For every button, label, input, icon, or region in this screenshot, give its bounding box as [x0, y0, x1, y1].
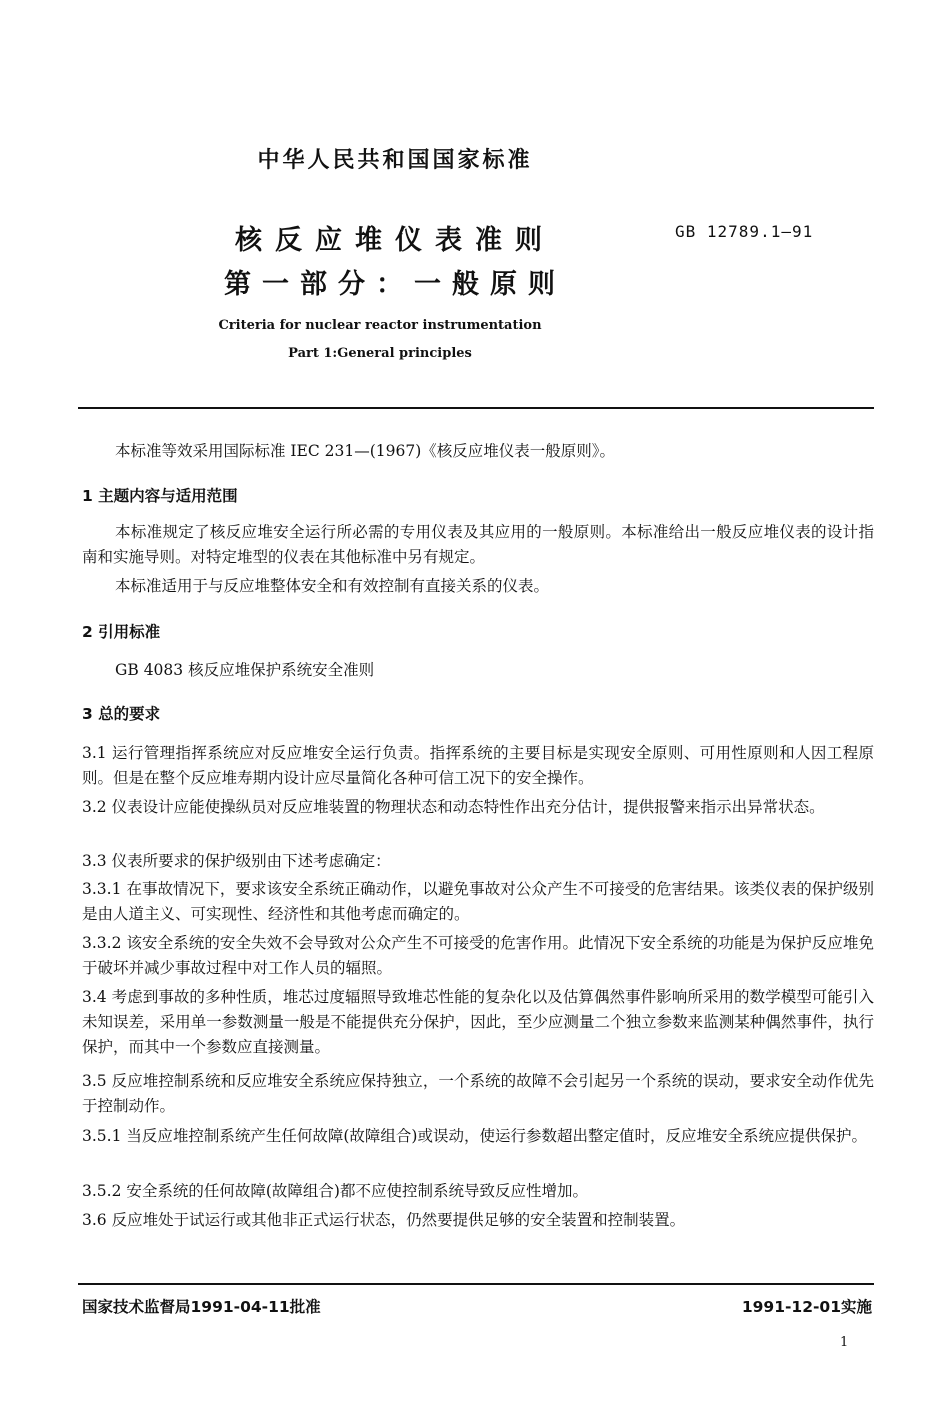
section-2-paragraph-1: GB 4083 核反应堆保护系统安全准则: [115, 661, 375, 679]
section-3-heading: 3 总的要求: [82, 705, 161, 723]
document-title-line2: 第一部分：一般原则: [224, 269, 566, 300]
national-standard-heading: 中华人民共和国国家标准: [257, 148, 533, 173]
clause-3-2: 3.2 仪表设计应能使操纵员对反应堆装置的物理状态和动态特性作出充分估计，提供报警来指示出异常状态。: [82, 798, 825, 816]
clause-3-5-2: 3.5.2 安全系统的任何故障(故障组合)都不应使控制系统导致反应性增加。: [82, 1182, 588, 1200]
clause-3-1: 3.1 运行管理指挥系统应对反应堆安全运行负责。指挥系统的主要目标是实现安全原则、可用性原则和人因工程原则。但是在整个反应堆寿期内设计应尽量简化各种可信工况下的安全操作。: [82, 744, 874, 787]
section-1-paragraph-2: 本标准适用于与反应堆整体安全和有效控制有直接关系的仪表。: [115, 577, 550, 595]
clause-3-3-2: 3.3.2 该安全系统的安全失效不会导致对公众产生不可接受的危害作用。此情况下安全系统的功能是为保护反应堆免于破坏并减少事故过程中对工作人员的辐照。: [82, 934, 874, 977]
clause-3-3-1: 3.3.1 在事故情况下，要求该安全系统正确动作，以避免事故对公众产生不可接受的危害结果。该类仪表的保护级别是由人道主义、可实现性、经济性和其他考虑而确定的。: [82, 880, 874, 923]
clause-3-5: 3.5 反应堆控制系统和反应堆安全系统应保持独立，一个系统的故障不会引起另一个系统的误动，要求安全动作优先于控制动作。: [82, 1072, 874, 1115]
footer-divider: [78, 1283, 874, 1285]
header-divider: [78, 407, 874, 409]
standard-number: GB 12789.1—91: [675, 222, 814, 241]
page-number: 1: [840, 1335, 849, 1350]
clause-3-5-1: 3.5.1 当反应堆控制系统产生任何故障(故障组合)或误动，使运行参数超出整定值时，反应堆安全系统应提供保护。: [82, 1127, 867, 1145]
english-title-line1: Criteria for nuclear reactor instrumentation: [218, 318, 542, 333]
intro-paragraph: 本标准等效采用国际标准 IEC 231—(1967)《核反应堆仪表一般原则》。: [115, 442, 616, 460]
clause-3-4: 3.4 考虑到事故的多种性质，堆芯过度辐照导致堆芯性能的复杂化以及估算偶然事件影响所采用的数学模型可能引入未知误差，采用单一参数测量一般是不能提供充分保护，因此，至少应测量二个独立参数来监测某种偶然事件，执行保护，而其中一个参数应直接测量。: [82, 988, 874, 1056]
effective-date: 1991-12-01实施: [741, 1298, 872, 1316]
section-1-paragraph-1: 本标准规定了核反应堆安全运行所必需的专用仪表及其应用的一般原则。本标准给出一般反应堆仪表的设计指南和实施导则。对特定堆型的仪表在其他标准中另有规定。: [82, 523, 874, 566]
clause-3-3: 3.3 仪表所要求的保护级别由下述考虑确定：: [82, 852, 391, 870]
clause-3-6: 3.6 反应堆处于试运行或其他非正式运行状态，仍然要提供足够的安全装置和控制装置。: [82, 1211, 686, 1229]
document-title-line1: 核反应堆仪表准则: [235, 225, 555, 256]
approval-date: 国家技术监督局1991-04-11批准: [82, 1298, 321, 1316]
section-1-heading: 1 主题内容与适用范围: [82, 487, 238, 505]
section-2-heading: 2 引用标准: [82, 623, 161, 641]
english-title-line2: Part 1:General principles: [288, 346, 472, 361]
